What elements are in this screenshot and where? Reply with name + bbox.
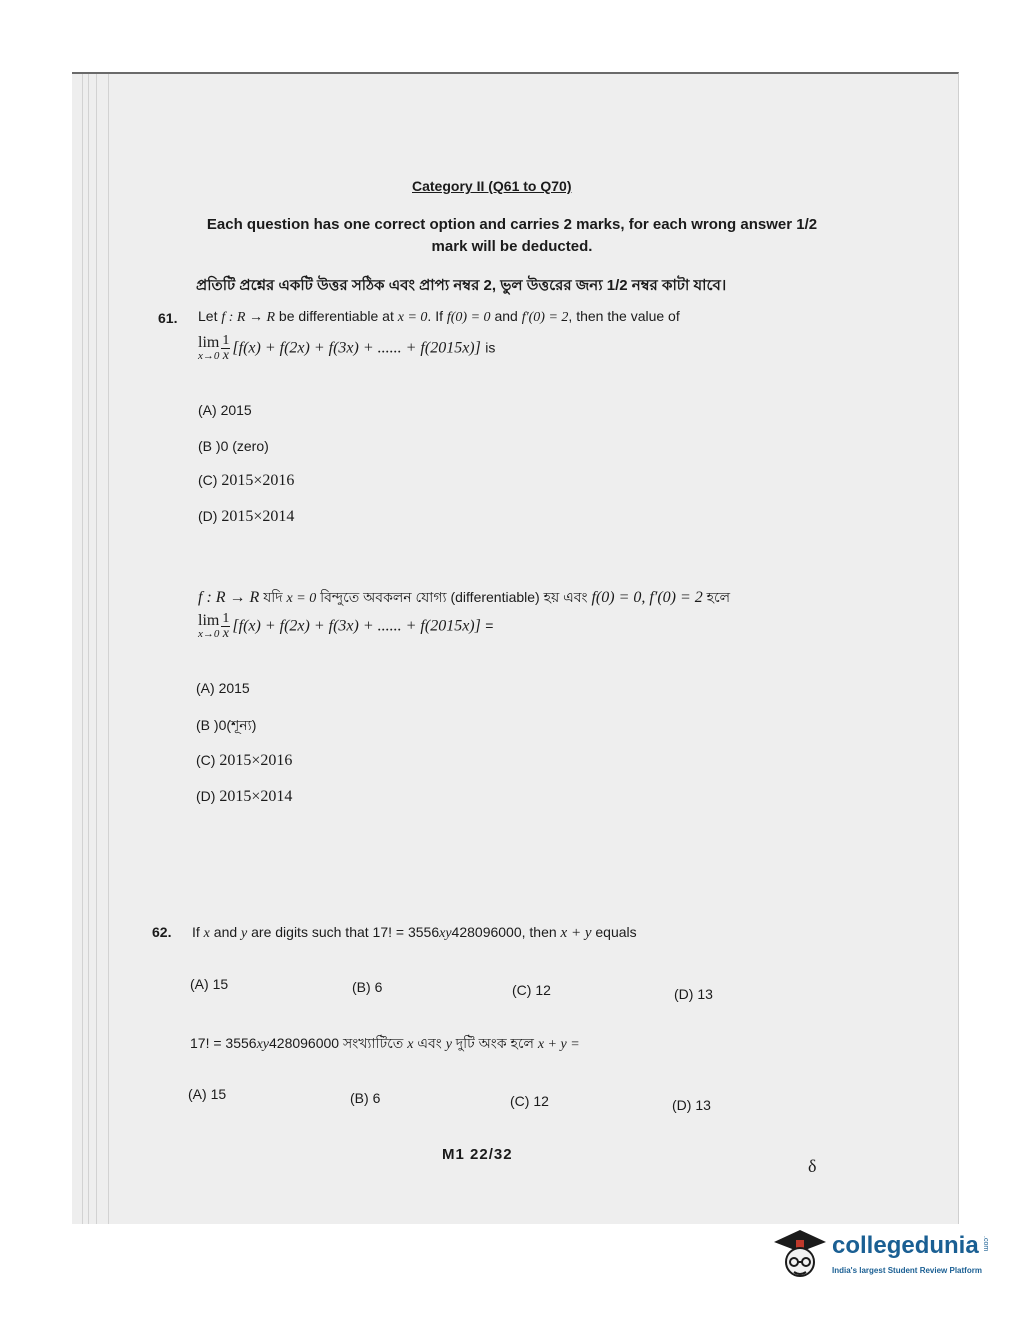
- collegedunia-logo: [770, 1222, 1000, 1288]
- instructions: Each question has one correct option and carries 2 marks, for each wrong answer 1/2 mark will be deducted.: [206, 216, 818, 255]
- logo-wordmark: collegedunia: [832, 1232, 979, 1259]
- q61-bn-option-c: (C) 2015×2016: [196, 752, 293, 769]
- question-61-line1: Let f : R → R be differentiable at x = 0. If f(0) = 0 and f′(0) = 2, then the value of: [198, 308, 680, 325]
- q61-bn-option-a: (A) 2015: [196, 680, 250, 696]
- q62-option-b: (B) 6: [352, 979, 383, 995]
- q61-option-c: (C) 2015×2016: [198, 472, 295, 489]
- q61-bn-option-d: (D) 2015×2014: [196, 788, 293, 805]
- q61-bn-option-b: (B )0(শূন্য): [196, 717, 257, 733]
- question-62-bengali: 17! = 3556xy428096000 সংখ্যাটিতে x এবং y দুটি অংক হলে x + y =: [190, 1035, 580, 1052]
- q62-option-d: (D) 13: [674, 986, 713, 1002]
- q62-bn-option-a: (A) 15: [188, 1086, 227, 1102]
- q61-option-a: (A) 2015: [198, 402, 252, 418]
- logo-tagline: India's largest Student Review Platform: [832, 1266, 982, 1275]
- question-number-62: 62.: [152, 924, 172, 940]
- logo-domain: .com: [982, 1236, 989, 1252]
- q61-option-b: (B )0 (zero): [198, 438, 269, 454]
- q62-bn-option-c: (C) 12: [510, 1093, 549, 1109]
- question-62-text: If x and y are digits such that 17! = 3556xy428096000, then x + y equals: [192, 924, 637, 941]
- category-title: Category II (Q61 to Q70): [412, 178, 572, 194]
- page-number: M1 22/32: [442, 1146, 513, 1163]
- q62-option-c: (C) 12: [512, 982, 551, 998]
- exam-page: [72, 72, 959, 1224]
- question-61-bengali-limit: lim x→0 $\frac{1}{x}$ [f(x) + f(2x) + f(3x) + ...... + f(2015x)] =: [198, 611, 494, 641]
- q62-bn-option-d: (D) 13: [672, 1097, 711, 1113]
- question-61-bengali: f : R → R যদি x = 0 বিন্দুতে অবকলন যোগ্য (differentiable) হয় এবং f(0) = 0, f′(0) = 2 হলে: [198, 589, 731, 606]
- page-mark: δ: [808, 1156, 817, 1176]
- q61-option-d: (D) 2015×2014: [198, 508, 295, 525]
- graduate-mascot-icon: [770, 1224, 830, 1284]
- q62-option-a: (A) 15: [190, 976, 229, 992]
- q62-bn-option-b: (B) 6: [350, 1090, 381, 1106]
- question-number-61: 61.: [158, 310, 178, 326]
- question-61-limit: lim x→0 $\frac{1}{x}$ [f(x) + f(2x) + f(3x) + ...... + f(2015x)] is: [198, 333, 496, 363]
- instructions-bengali: প্রতিটি প্রশ্নের একটি উত্তর সঠিক এবং প্রাপ্য নম্বর 2, ভুল উত্তরের জন্য 1/2 নম্বর কাটা যাবে।: [196, 277, 727, 294]
